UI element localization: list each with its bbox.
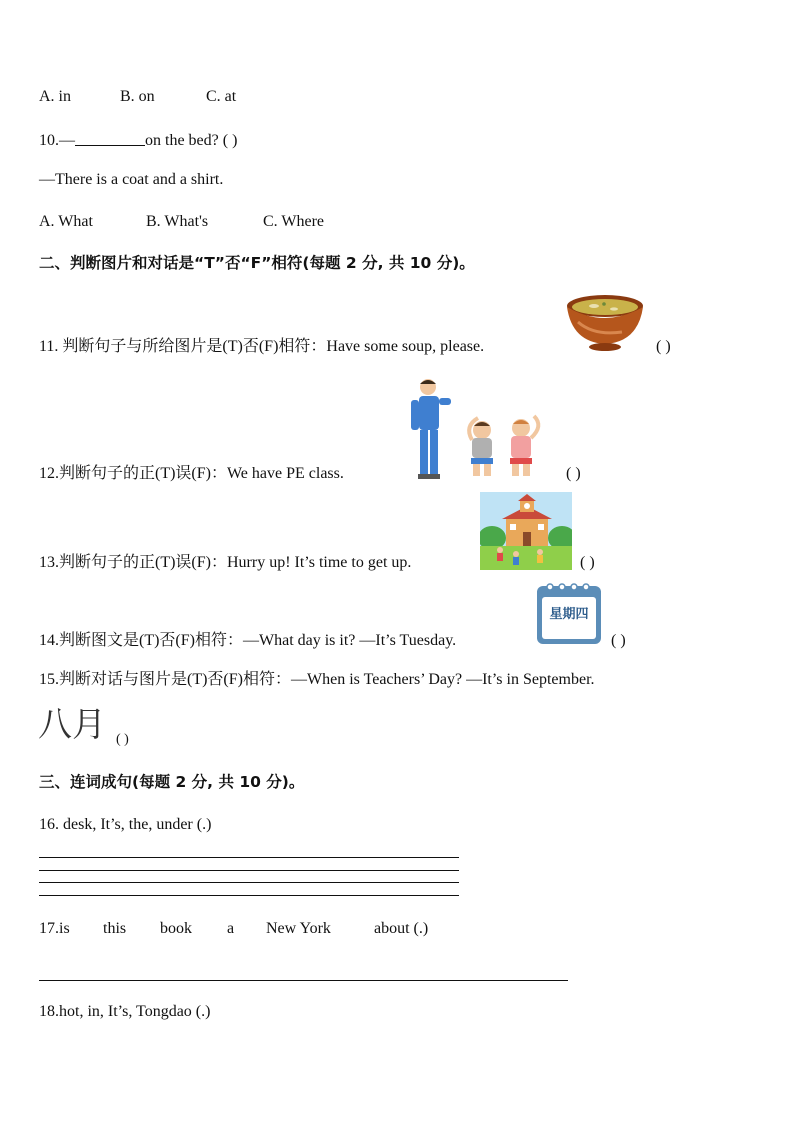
q10-suffix: on the bed? ( ) bbox=[145, 132, 238, 149]
calendar-icon bbox=[536, 581, 602, 645]
q14-answer-paren[interactable]: ( ) bbox=[611, 632, 626, 649]
q17-word: about (.) bbox=[374, 920, 429, 937]
q11-text: 11. 判断句子与所给图片是(T)否(F)相符：Have some soup, please. bbox=[39, 338, 485, 355]
q17-word: a bbox=[227, 920, 235, 937]
q15-text: 15.判断对话与图片是(T)否(F)相符：—When is Teachers’ Day? —It’s in September. bbox=[39, 671, 595, 688]
q17-word: New York bbox=[266, 920, 331, 937]
q14-text: 14.判断图文是(T)否(F)相符：—What day is it? —It’s Tuesday. bbox=[39, 632, 457, 649]
q10-option-a: A. What bbox=[39, 213, 93, 230]
q10-option-b: B. What's bbox=[146, 213, 209, 230]
q16-writing-line[interactable] bbox=[39, 870, 459, 871]
q15-answer-paren[interactable]: ( ) bbox=[116, 732, 129, 747]
q16-writing-line[interactable] bbox=[39, 882, 459, 883]
q17-word: book bbox=[160, 920, 192, 937]
q9-option-c: C. at bbox=[206, 88, 237, 105]
school-scene-icon bbox=[480, 492, 572, 570]
q17-word: this bbox=[103, 920, 127, 937]
q10-option-c: C. Where bbox=[263, 213, 325, 230]
q12-text: 12.判断句子的正(T)误(F)：We have PE class. bbox=[39, 465, 344, 482]
month-image-text: 八月 bbox=[38, 705, 106, 745]
calendar-text: 星期四 bbox=[549, 607, 589, 622]
q17-word: 17.is bbox=[39, 920, 70, 937]
q9-option-b: B. on bbox=[120, 88, 155, 105]
q12-answer-paren[interactable]: ( ) bbox=[566, 465, 581, 482]
q10-question bbox=[39, 131, 237, 149]
q18-text: 18.hot, in, It’s, Tongdao (.) bbox=[39, 1003, 211, 1020]
q10-blank[interactable] bbox=[75, 131, 145, 146]
q9-option-a: A. in bbox=[39, 88, 71, 105]
q13-text: 13.判断句子的正(T)误(F)：Hurry up! It’s time to get up. bbox=[39, 554, 412, 571]
q13-answer-paren[interactable]: ( ) bbox=[580, 554, 595, 571]
q16-writing-line[interactable] bbox=[39, 895, 459, 896]
q10-answer-line: —There is a coat and a shirt. bbox=[39, 171, 224, 188]
section2-title: 二、判断图片和对话是“T”否“F”相符(每题 2 分, 共 10 分)。 bbox=[39, 254, 475, 272]
section3-title: 三、连词成句(每题 2 分, 共 10 分)。 bbox=[39, 773, 305, 791]
q10-prefix: 10.— bbox=[39, 132, 75, 149]
pe-class-icon bbox=[408, 378, 554, 482]
q16-text: 16. desk, It’s, the, under (.) bbox=[39, 816, 212, 833]
soup-bowl-icon bbox=[564, 292, 646, 354]
q11-answer-paren[interactable]: ( ) bbox=[656, 338, 671, 355]
q17-writing-line[interactable] bbox=[39, 980, 568, 981]
q16-writing-line[interactable] bbox=[39, 857, 459, 858]
